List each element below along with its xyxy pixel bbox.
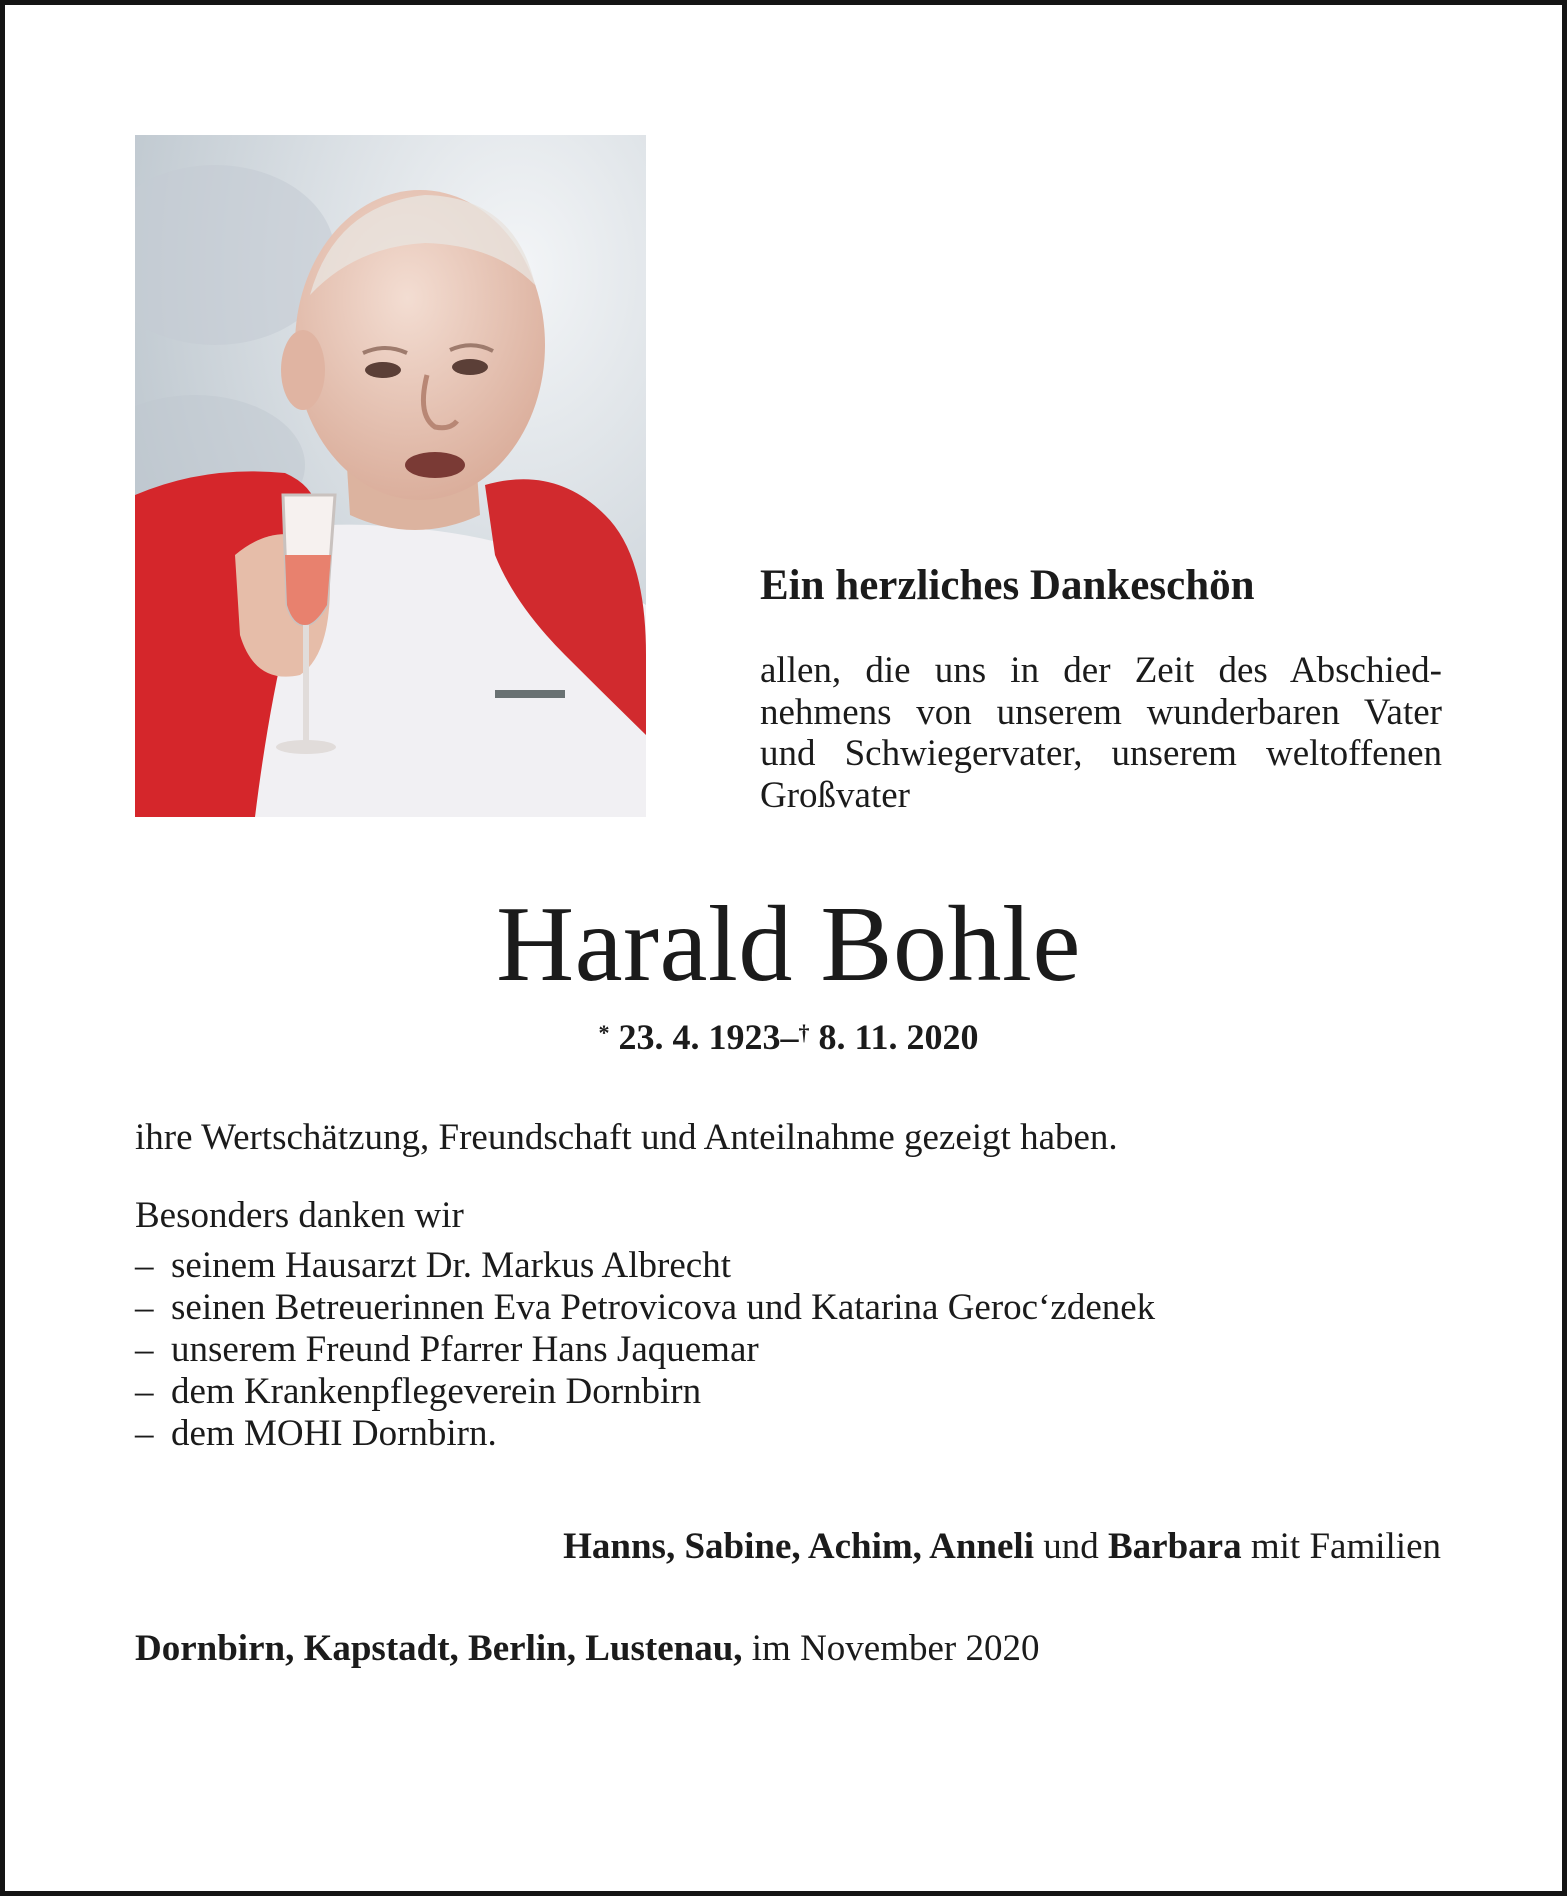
family-signature [135,1525,1441,1569]
list-dash: – [135,1329,154,1370]
thanks-body [135,1117,1445,1455]
list-dash: – [135,1371,154,1412]
signature-suffix: mit Familien [1241,1526,1441,1567]
death-cross-symbol: † [798,1020,810,1045]
list-item [135,1329,1445,1371]
thanks-block [760,560,1442,816]
list-item-text: seinem Hausarzt Dr. Markus Albrecht [171,1245,731,1286]
special-thanks-intro: Besonders danken wir [135,1195,464,1236]
death-date: 8. 11. 2020 [818,1017,979,1057]
list-item-text: dem Krankenpflegeverein Dornbirn [171,1371,702,1412]
list-dash: – [135,1413,154,1454]
list-item [135,1287,1445,1329]
birth-star-symbol: * [598,1020,610,1045]
portrait-illustration [135,135,646,817]
list-item-text: seinen Betreuerinnen Eva Petrovicova und Katarina Geroc‘zdenek [171,1287,1156,1328]
list-item [135,1245,1445,1287]
birth-date: 23. 4. 1923– [618,1017,799,1057]
thanks-title: Ein herzliches Dankeschön [760,562,1255,609]
signature-last-name: Barbara [1108,1526,1242,1567]
place-and-date [135,1627,1445,1671]
list-dash: – [135,1245,154,1286]
life-dates [5,1015,1567,1059]
list-item [135,1413,1445,1455]
thanks-intro: allen, die uns in der Zeit des Abschiednehmens von unserem wunderbaren Vater und Schwiegervater, unserem weltoffenen Großvater [760,650,1442,816]
place-cities: Dornbirn, Kapstadt, Berlin, Lustenau, [135,1628,743,1669]
portrait-photo [135,135,646,817]
appreciation-text: ihre Wertschätzung, Freundschaft und Anteilnahme gezeigt haben. [135,1117,1118,1158]
list-dash: – [135,1287,154,1328]
list-item-text: unserem Freund Pfarrer Hans Jaquemar [171,1329,759,1370]
list-item [135,1371,1445,1413]
deceased-name: Harald Bohle [496,885,1081,1004]
signature-connector: und [1034,1526,1108,1567]
list-item-text: dem MOHI Dornbirn. [171,1413,497,1454]
signature-names: Hanns, Sabine, Achim, Anneli [563,1526,1034,1567]
place-date: im November 2020 [742,1628,1040,1669]
special-thanks-list [135,1245,1445,1455]
